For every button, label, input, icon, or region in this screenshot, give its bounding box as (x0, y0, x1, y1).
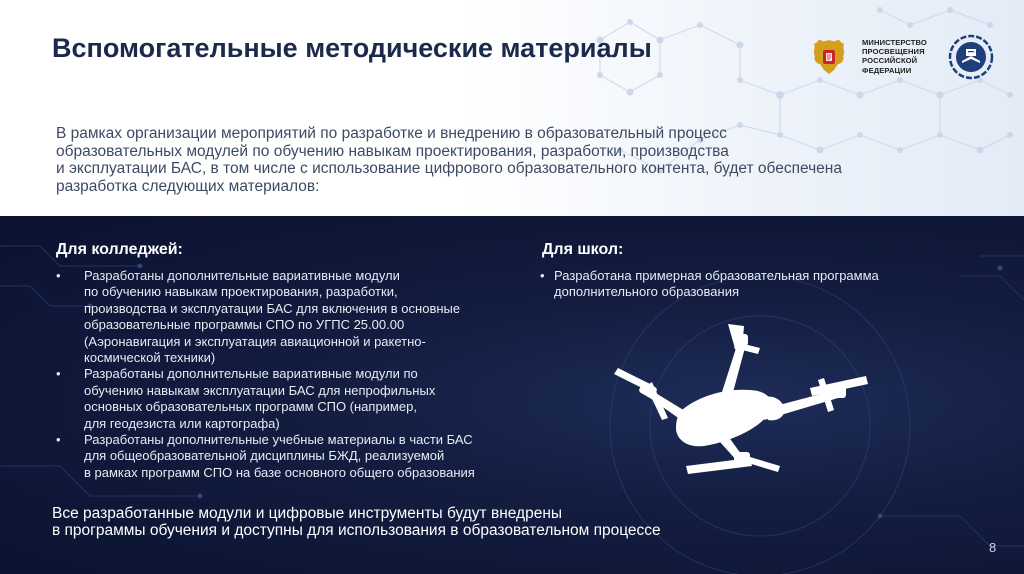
schools-list (540, 268, 960, 300)
list-item: • Разработаны дополнительные учебные материалы в части БАС для общеобразовательной дисциплины БЖД, реализуемой в рамках программ СПО на базе основного общего образования (56, 432, 526, 481)
list-item: • Разработана примерная образовательная программа дополнительного образования (540, 268, 960, 300)
intro-paragraph: В рамках организации мероприятий по разработке и внедрению в образовательный процесс образовательных модулей по обучению навыкам проектирования, разработки, производства и эксплуатации БАС, в том числе с использование цифрового образовательного контента, будет обеспечена разработка следующих материалов: (56, 125, 842, 195)
list-item: • Разработаны дополнительные вариативные модули по обучению навыкам эксплуатации БАС для непрофильных основных образовательных программ СПО (например, для геодезиста или картографа) (56, 366, 526, 432)
list-item: • Разработаны дополнительные вариативные модули по обучению навыкам проектирования, разработки, производства и эксплуатации БАС для включения в основные образовательные программы СПО по УГПС 25.00.00 (Аэронавигация и эксплуатация авиационной и ракетно- космической техники) (56, 268, 526, 366)
closing-statement: Все разработанные модули и цифровые инструменты будут внедрены в программы обучения и доступны для использования в образовательном процессе (52, 505, 661, 539)
logos (806, 34, 996, 80)
double-headed-eagle-emblem-icon (806, 34, 852, 80)
ministry-name: МИНИСТЕРСТВО ПРОСВЕЩЕНИЯ РОССИЙСКОЙ ФЕДЕРАЦИИ (862, 38, 927, 75)
schools-heading: Для школ: (542, 241, 624, 258)
colleges-heading: Для колледжей: (56, 241, 183, 258)
institute-circle-logo-icon (948, 34, 994, 80)
colleges-list (56, 268, 526, 481)
page-number: 8 (989, 540, 997, 555)
page-title: Вспомогательные методические материалы (52, 33, 652, 63)
quadcopter-drone-icon (610, 318, 880, 478)
